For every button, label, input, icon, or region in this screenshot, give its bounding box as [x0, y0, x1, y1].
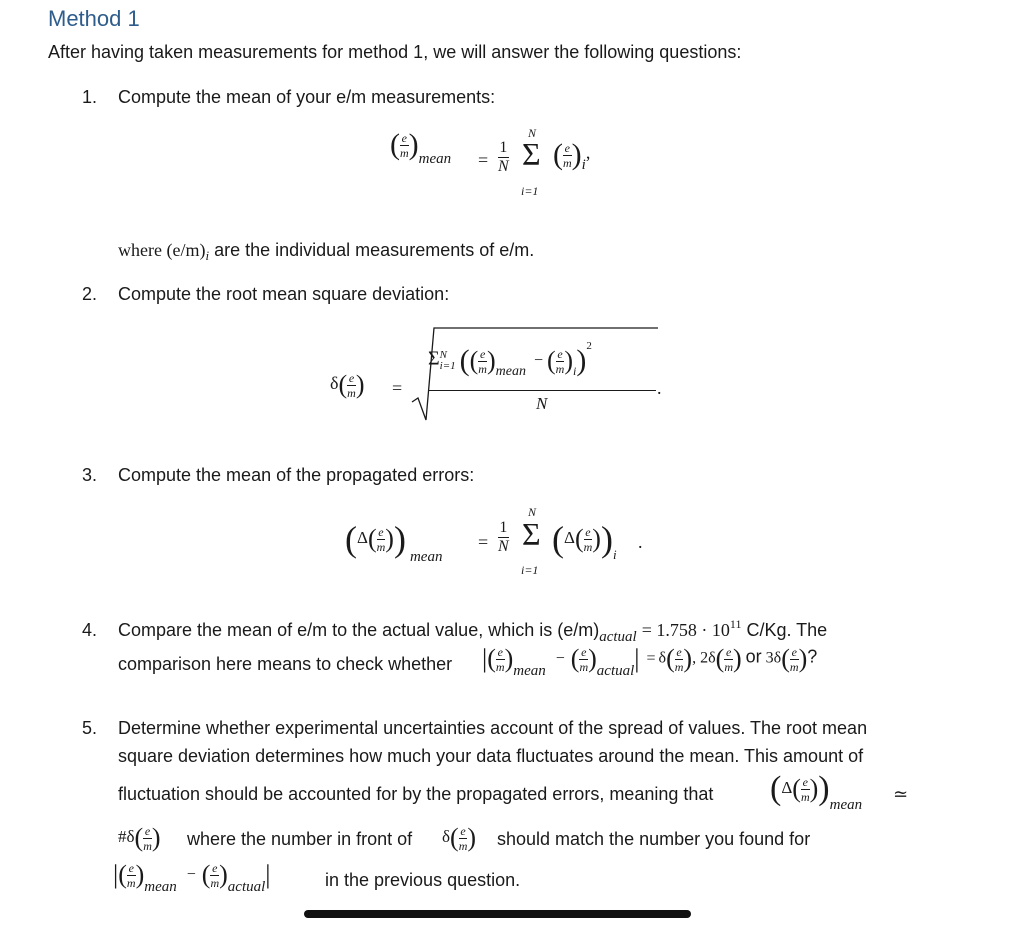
equation-prop-term: (Δ( $\frac{e}{m}$ ))$_i$	[552, 519, 617, 562]
equation-prop-lhs: (Δ( $\frac{e}{m}$ )) mean	[345, 519, 443, 565]
rms-period: .	[657, 378, 662, 398]
fraction-1-over-N-3: $\frac{1}{N}$	[498, 519, 509, 555]
fraction-1-over-N: $\frac{1}{N}$	[498, 139, 509, 175]
item-4-line-1: Compare the mean of e/m to the actual value, which is $(e/m)_{actual} = 1.758 \cdot 10^{11}$ C/Kg. The	[118, 617, 828, 645]
item-5-line-4-b: where the number in front of	[187, 829, 413, 849]
item-2-text: Compute the root mean square deviation:	[118, 284, 450, 304]
sum-symbol: Σ	[522, 136, 541, 172]
item-4-number: 4.	[82, 620, 98, 640]
item-1-number: 1.	[82, 87, 98, 107]
item-1-text: Compute the mean of your e/m measurements:	[118, 87, 496, 107]
equation-mean: ( $\frac{e}{m}$ )$_{mean}$	[390, 128, 452, 168]
item-5-line-2: square deviation determines how much your data fluctuates around the mean. This amount of	[118, 746, 864, 766]
home-indicator-bar[interactable]	[304, 910, 691, 918]
sum-upper-limit: N	[528, 126, 537, 140]
rms-numerator: Σ N i=1 (( $\frac{e}{m}$ )mean − ( $\frac{e}{m}$ )$_i)^2$	[428, 339, 592, 379]
comparison-expression: |( $\frac{e}{m}$ )mean − ( $\frac{e}{m}$ )actual| = δ( $\frac{e}{m}$ ), 2δ( $\frac{e}{m}$ ) or 3δ( $\frac{e}{m}$ )?	[482, 644, 818, 679]
item-5-line-1: Determine whether experimental uncertainties account of the spread of values. The root mean	[118, 718, 868, 738]
item-5-abs-expression: |( $\frac{e}{m}$ )mean − ( $\frac{e}{m}$ )actual|	[113, 860, 271, 895]
approx-sign: ≃	[893, 784, 909, 804]
item-3-number: 3.	[82, 465, 98, 485]
item-5-number: 5.	[82, 718, 98, 738]
sum-lower-limit: i=1	[521, 184, 539, 198]
intro-text: After having taken measurements for method 1, we will answer the following questions:	[48, 42, 742, 62]
sum-lower-limit-3: i=1	[521, 563, 539, 577]
rms-denominator: N	[536, 394, 548, 413]
where-text: where $(e/m)_i$ are the individual measurements of e/m.	[118, 240, 535, 263]
equals-1: =	[478, 150, 489, 170]
item-3-text: Compute the mean of the propagated errors:	[118, 465, 475, 485]
rms-fraction-bar	[428, 390, 656, 391]
prop-period: .	[638, 532, 643, 552]
equals-3: =	[478, 532, 489, 552]
item-5-prop-expr: (Δ( $\frac{e}{m}$ ))mean	[770, 770, 863, 813]
sum-symbol-3: Σ	[522, 516, 541, 552]
equation-mean-term: ( $\frac{e}{m}$ )i,	[553, 138, 591, 173]
item-5-line-4-c: should match the number you found for	[497, 829, 811, 849]
item-5-line-3: fluctuation should be accounted for by the propagated errors, meaning that	[118, 784, 714, 804]
item-5-hash-delta: #δ( $\frac{e}{m}$ )	[118, 823, 161, 853]
item-5-line-5: in the previous question.	[325, 870, 521, 890]
equals-2: =	[392, 378, 403, 398]
item-5-delta-em: δ( $\frac{e}{m}$ )	[442, 823, 477, 853]
item-4-line-2: comparison here means to check whether	[118, 654, 453, 674]
sum-upper-limit-3: N	[528, 505, 537, 519]
section-heading: Method 1	[48, 6, 140, 31]
item-2-number: 2.	[82, 284, 98, 304]
equation-rms-lhs: δ( $\frac{e}{m}$ )	[330, 370, 365, 400]
